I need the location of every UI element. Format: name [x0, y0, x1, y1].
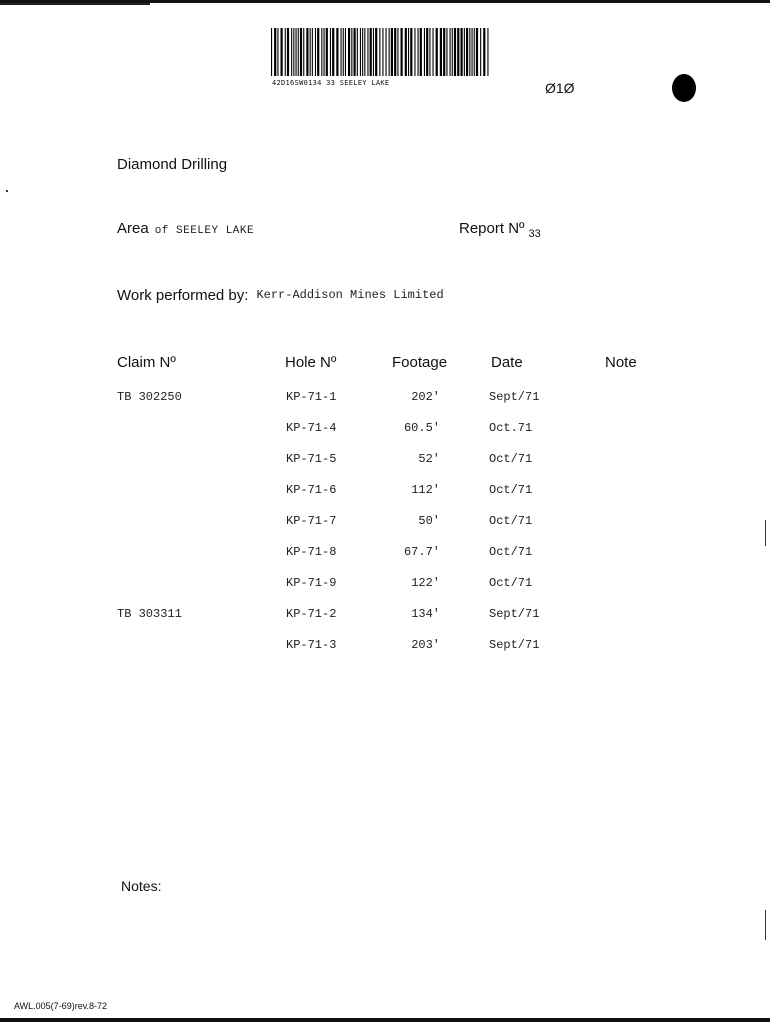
- stray-mark: [6, 190, 8, 192]
- hole-cell: KP-71-2: [286, 607, 337, 621]
- form-title: Diamond Drilling: [117, 156, 228, 173]
- area-field: [117, 220, 254, 237]
- footage-cell: 112': [411, 483, 440, 497]
- date-cell: Oct/71: [489, 483, 533, 497]
- report-label: Report Nº: [459, 220, 525, 237]
- column-header-date: Date: [491, 354, 523, 371]
- barcode-caption: 42D16SW0134 33 SEELEY LAKE: [272, 79, 390, 87]
- drilling-table: [0, 386, 770, 665]
- footage-cell: 203': [411, 638, 440, 652]
- form-id: AWL.005(7-69)rev.8-72: [14, 1001, 108, 1011]
- hole-cell: KP-71-5: [286, 452, 337, 466]
- date-cell: Sept/71: [489, 638, 540, 652]
- table-row: [0, 541, 770, 572]
- footage-cell: 122': [411, 576, 440, 590]
- footage-cell: 67.7': [403, 545, 440, 559]
- work-performed-label: Work performed by:: [117, 287, 249, 304]
- column-header-claim: Claim Nº: [117, 354, 176, 371]
- barcode-icon: [270, 28, 490, 78]
- footage-cell: 52': [418, 452, 440, 466]
- date-cell: Sept/71: [489, 607, 540, 621]
- table-row: [0, 386, 770, 417]
- hole-cell: KP-71-7: [286, 514, 337, 528]
- page-code: Ø1Ø: [545, 80, 575, 96]
- column-header-note: Note: [605, 354, 637, 371]
- hole-cell: KP-71-8: [286, 545, 337, 559]
- report-number: 33: [528, 228, 541, 240]
- top-border-accent: [0, 3, 150, 5]
- report-field: [459, 220, 541, 240]
- date-cell: Oct/71: [489, 545, 533, 559]
- table-row: [0, 572, 770, 603]
- footage-cell: 50': [418, 514, 440, 528]
- date-cell: Oct/71: [489, 576, 533, 590]
- claim-cell: TB 303311: [117, 607, 182, 621]
- date-cell: Oct/71: [489, 452, 533, 466]
- footage-cell: 202': [411, 390, 440, 404]
- area-value: of SEELEY LAKE: [154, 225, 255, 237]
- punch-hole-icon: [672, 74, 696, 102]
- hole-cell: KP-71-1: [286, 390, 337, 404]
- bottom-border: [0, 1018, 770, 1022]
- date-cell: Sept/71: [489, 390, 540, 404]
- date-cell: Oct.71: [489, 421, 533, 435]
- table-row: [0, 603, 770, 634]
- footage-cell: 134': [411, 607, 440, 621]
- column-header-footage: Footage: [392, 354, 448, 371]
- table-row: [0, 448, 770, 479]
- work-performed-field: [117, 287, 444, 304]
- edge-mark: [765, 910, 766, 940]
- notes-label: Notes:: [121, 878, 162, 894]
- table-row: [0, 510, 770, 541]
- date-cell: Oct/71: [489, 514, 533, 528]
- hole-cell: KP-71-4: [286, 421, 337, 435]
- hole-cell: KP-71-3: [286, 638, 337, 652]
- claim-cell: TB 302250: [117, 390, 182, 404]
- table-row: [0, 479, 770, 510]
- table-row: [0, 417, 770, 448]
- hole-cell: KP-71-6: [286, 483, 337, 497]
- area-label: Area: [117, 220, 149, 237]
- footage-cell: 60.5': [403, 421, 440, 435]
- work-performed-value: Kerr-Addison Mines Limited: [256, 288, 444, 302]
- hole-cell: KP-71-9: [286, 576, 337, 590]
- barcode-block: [270, 28, 490, 87]
- table-row: [0, 634, 770, 665]
- column-header-hole: Hole Nº: [285, 354, 337, 371]
